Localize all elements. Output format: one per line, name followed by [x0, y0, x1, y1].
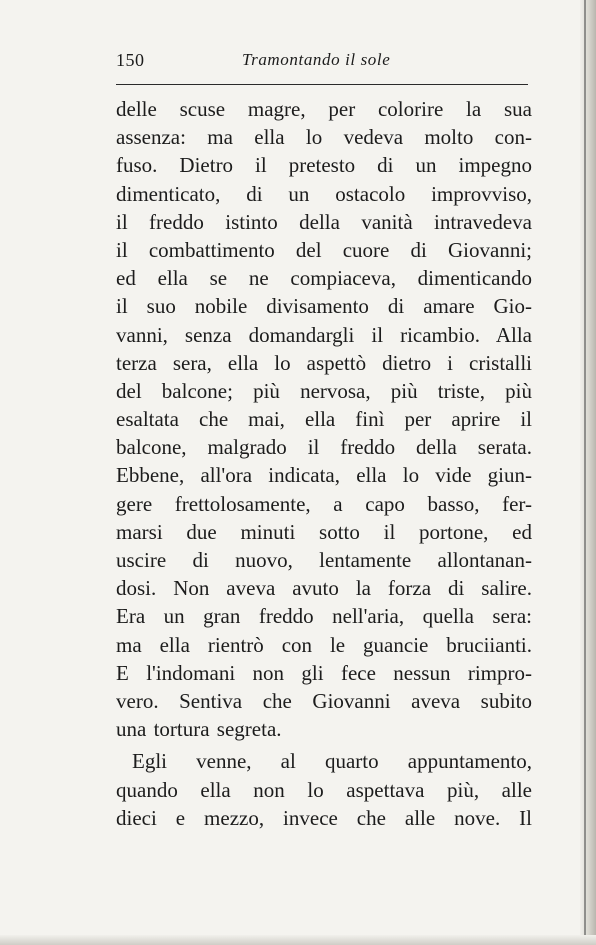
text-line: Era un gran freddo nell'aria, quella sera: — [116, 604, 532, 629]
text-line: vanni, senza domandargli il ricambio. Alla — [116, 322, 532, 347]
text-line: il combattimento del cuore di Giovanni; — [116, 237, 532, 262]
text-line: il suo nobile divisamento di amare Gio- — [116, 294, 532, 319]
text-line: del balcone; più nervosa, più triste, più — [116, 378, 532, 403]
text-line: Ebbene, all'ora indicata, ella lo vide giun- — [116, 463, 532, 488]
running-title: Tramontando il sole — [242, 50, 391, 69]
text-line: vero. Sentiva che Giovanni aveva subito — [116, 688, 532, 713]
text-line: quando ella non lo aspettava più, alle — [116, 777, 532, 802]
text-line: uscire di nuovo, lentamente allontanan- — [116, 548, 532, 572]
page-header — [116, 48, 528, 74]
header-rule — [116, 84, 528, 85]
text-line: assenza: ma ella lo vedeva molto con- — [116, 125, 532, 150]
text-line: il freddo istinto della vanità intravedeva — [116, 209, 532, 234]
text-line: dosi. Non aveva avuto la forza di salire. — [116, 576, 532, 601]
text-line: terza sera, ella lo aspettò dietro i cristalli — [116, 350, 532, 375]
text-line: esaltata che mai, ella finì per aprire il — [116, 407, 532, 432]
text-line: delle scuse magre, per colorire la sua — [116, 97, 532, 121]
text-line: marsi due minuti sotto il portone, ed — [116, 519, 532, 544]
text-line: gere frettolosamente, a capo basso, fer- — [116, 491, 532, 516]
text-line: balcone, malgrado il freddo della serata. — [116, 435, 532, 460]
text-line: dimenticato, di un ostacolo improvviso, — [116, 181, 532, 206]
text-line: ma ella rientrò con le guancie bruciianti. — [116, 632, 532, 657]
text-line: Egli venne, al quarto appuntamento, — [132, 749, 532, 774]
text-line: fuso. Dietro il pretesto di un impegno — [116, 153, 532, 178]
text-line: ed ella se ne compiaceva, dimenticando — [116, 266, 532, 291]
text-line: dieci e mezzo, invece che alle nove. Il — [116, 805, 532, 830]
body-text — [116, 95, 532, 832]
page-bottom-edge — [0, 935, 596, 945]
page-number: 150 — [116, 50, 145, 70]
page-binding-line — [584, 0, 586, 945]
page-edge-shadow — [580, 0, 596, 945]
text-line: E l'indomani non gli fece nessun rimpro- — [116, 660, 532, 685]
paragraph-2 — [116, 747, 532, 832]
paragraph-1 — [116, 95, 532, 743]
text-line: una tortura segreta. — [116, 717, 282, 742]
